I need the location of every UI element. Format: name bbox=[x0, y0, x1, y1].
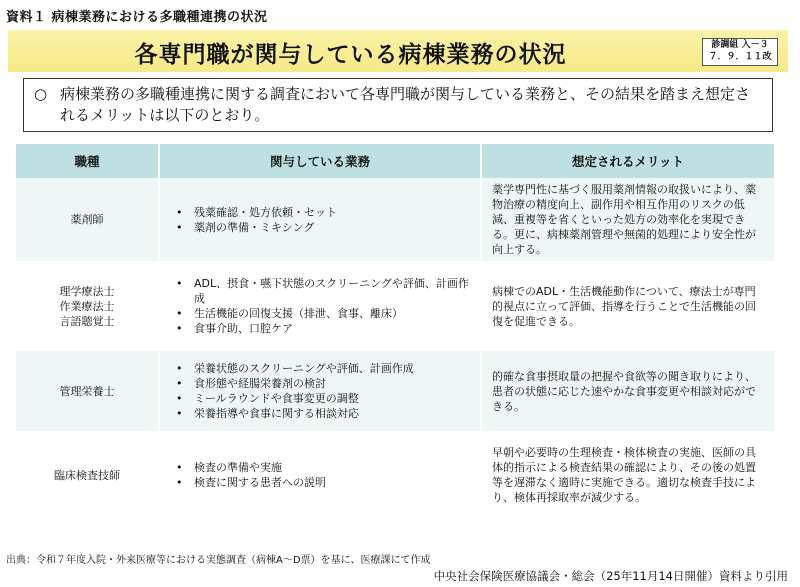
task-item: • 栄養状態のスクリーニングや評価、計画作成 bbox=[172, 361, 472, 376]
reference-line: 診調組 入－３ bbox=[711, 40, 769, 50]
role-name: 作業療法士 bbox=[59, 299, 115, 313]
table-row bbox=[16, 178, 776, 263]
merit-cell: 病棟でのADL・生活機能動作について、療法士が専門的視点に立って評価、指導を行うことで生活機能の回復を促進できる。 bbox=[482, 263, 776, 351]
table-row bbox=[16, 433, 776, 519]
task-item: • 食形態や経腸栄養剤の検討 bbox=[172, 376, 472, 391]
tasks-cell bbox=[160, 351, 482, 433]
slide bbox=[8, 30, 788, 555]
slide-title: 各専門職が関与している病棟業務の状況 bbox=[134, 42, 567, 68]
table-row bbox=[16, 351, 776, 433]
role-cell bbox=[16, 351, 160, 433]
summary-text: 病棟業務の多職種連携に関する調査において各専門職が関与している業務と、その結果を踏まえ想定されるメリットは以下のとおり。 bbox=[60, 85, 751, 124]
tasks-cell bbox=[160, 263, 482, 351]
role-table bbox=[16, 144, 776, 519]
role-name: 臨床検査技師 bbox=[54, 468, 120, 482]
source-note: 出典：令和７年度入院・外来医療等における実態調査（病棟A～D票）を基に、医療課にて作成 bbox=[6, 555, 431, 566]
task-item: • 残薬確認・処方依頼・セット bbox=[172, 205, 472, 220]
tasks-cell bbox=[160, 178, 482, 263]
task-item: • 検査に関する患者への説明 bbox=[172, 475, 472, 490]
merit-cell: 的確な食事摂取量の把握や食欲等の聞き取りにより、患者の状態に応じた速やかな食事変更や相談対応ができる。 bbox=[482, 351, 776, 433]
task-item: • 薬剤の準備・ミキシング bbox=[172, 220, 472, 235]
task-item: • 食事介助、口腔ケア bbox=[172, 321, 472, 336]
summary-box bbox=[23, 78, 773, 132]
reference-box bbox=[702, 38, 778, 66]
role-name: 言語聴覚士 bbox=[59, 314, 115, 328]
document-label: 資料１ 病棟業務における多職種連携の状況 bbox=[6, 10, 268, 25]
header-role: 職種 bbox=[16, 144, 160, 178]
citation-note: 中央社会保険医療協議会・総会（25年11月14日開催）資料より引用 bbox=[433, 569, 788, 583]
table-header-row bbox=[16, 144, 776, 178]
header-tasks: 関与している業務 bbox=[160, 144, 482, 178]
task-item: • 栄養指導や食事に関する相談対応 bbox=[172, 406, 472, 421]
title-bar bbox=[8, 30, 788, 72]
table-row bbox=[16, 263, 776, 351]
merit-cell: 早朝や必要時の生理検査・検体検査の実施、医師の具体的指示による検査結果の確認により、その後の処置等を遅滞なく適時に実施できる。適切な検査手技により、検体再採取率が減少する。 bbox=[482, 433, 776, 519]
reference-line: ７．９．１１改 bbox=[708, 52, 772, 62]
header-merit: 想定されるメリット bbox=[482, 144, 776, 178]
role-cell bbox=[16, 263, 160, 351]
merit-cell: 薬学専門性に基づく服用薬剤情報の取扱いにより、薬物治療の精度向上、副作用や相互作用のリスクの低減、重複等を省くといった処方の効率化を実現できる。更に、病棟薬剤管理や無菌的処理により安全性が向上する。 bbox=[482, 178, 776, 263]
role-cell bbox=[16, 178, 160, 263]
role-cell bbox=[16, 433, 160, 519]
summary-bullet: ○ bbox=[34, 85, 48, 103]
task-item: • 検査の準備や実施 bbox=[172, 460, 472, 475]
tasks-cell bbox=[160, 433, 482, 519]
task-item: • ADL、摂食・嚥下状態のスクリーニングや評価、計画作成 bbox=[172, 276, 472, 306]
role-name: 管理栄養士 bbox=[59, 384, 115, 398]
role-name: 理学療法士 bbox=[59, 284, 115, 298]
role-name: 薬剤師 bbox=[70, 213, 104, 226]
task-item: • ミールラウンドや食事変更の調整 bbox=[172, 391, 472, 406]
task-item: • 生活機能の回復支援（排泄、食事、離床） bbox=[172, 306, 472, 321]
